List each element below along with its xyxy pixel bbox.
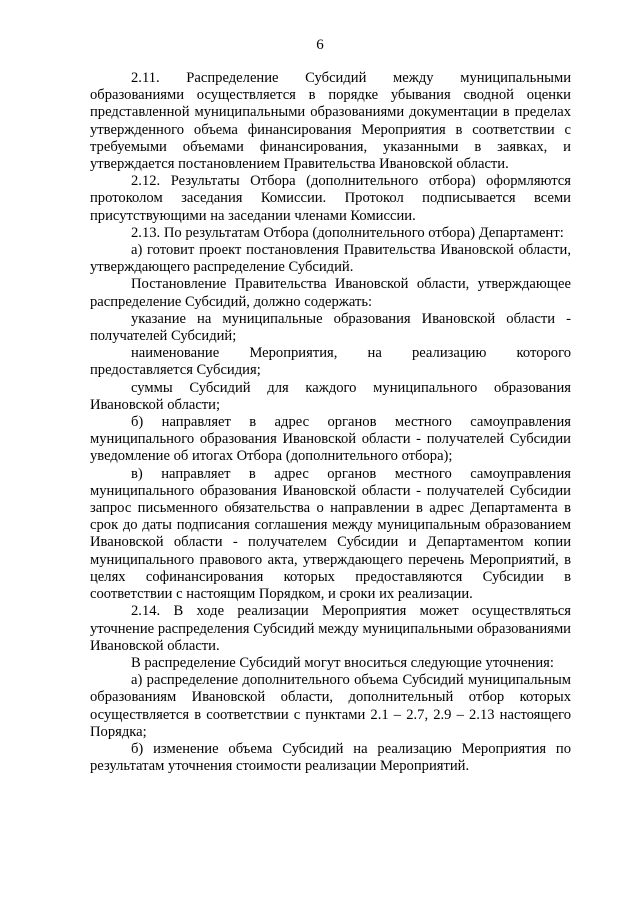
paragraph-2-13-a: а) готовит проект постановления Правительства Ивановской области, утверждающего распределение Субсидий. [90,242,571,276]
paragraph-event-name: наименование Мероприятия, на реализацию которого предоставляется Субсидия; [90,345,571,379]
paragraph-municipalities: указание на муниципальные образования Ивановской области - получателей Субсидий; [90,310,571,345]
paragraph-2-14: 2.14. В ходе реализации Мероприятия может осуществляться уточнение распределения Субсидий между муниципальными образованиями Ивановской области. [90,603,571,654]
paragraph-2-13-v: в) направляет в адрес органов местного самоуправления муниципального образования Ивановской области - получателей Субсидии запрос письменного обязательства о направлении в адрес Департамента в срок до даты подписания соглашения между муниципальным образованием Ивановской области - получателем Субсидии и Департаментом копии муниципального правового акта, утверждающего перечень Мероприятий, в целях софинансирования которых предоставляются Субсидии в соответствии с настоящим Порядком, и сроки их реализации. [90,465,571,603]
paragraph-clarifications: В распределение Субсидий могут вноситься следующие уточнения: [131,654,554,671]
paragraph-subsidy-sums: суммы Субсидий для каждого муниципального образования Ивановской области; [90,379,571,413]
document-body [90,70,571,775]
paragraph-2-14-b: б) изменение объема Субсидий на реализацию Мероприятия по результатам уточнения стоимости реализации Мероприятий. [90,740,571,775]
page-number: 6 [316,37,324,53]
paragraph-2-13: 2.13. По результатам Отбора (дополнительного отбора) Департамент: [131,224,564,241]
paragraph-2-13-b: б) направляет в адрес органов местного самоуправления муниципального образования Ивановской области - получателей Субсидии уведомление об итогах Отбора (дополнительного отбора); [90,414,571,465]
paragraph-2-11: 2.11. Распределение Субсидий между муниципальными образованиями осуществляется в порядке убывания сводной оценки представленной муниципальными образованиями документации в пределах утвержденного объема финансирования Мероприятия в соответствии с требуемыми объемами финансирования, указанными в заявках, и утверждается постановлением Правительства Ивановской области. [90,70,571,173]
paragraph-resolution-content: Постановление Правительства Ивановской области, утверждающее распределение Субсидий, должно содержать: [90,276,571,310]
paragraph-2-14-a: а) распределение дополнительного объема Субсидий муниципальным образованиям Ивановской области, дополнительный отбор которых осуществляется в соответствии с пунктами 2.1 – 2.7, 2.9 – 2.13 настоящего Порядка; [90,672,571,740]
paragraph-2-12: 2.12. Результаты Отбора (дополнительного отбора) оформляются протоколом заседания Комиссии. Протокол подписывается всеми присутствующими на заседании членами Комиссии. [90,173,571,224]
